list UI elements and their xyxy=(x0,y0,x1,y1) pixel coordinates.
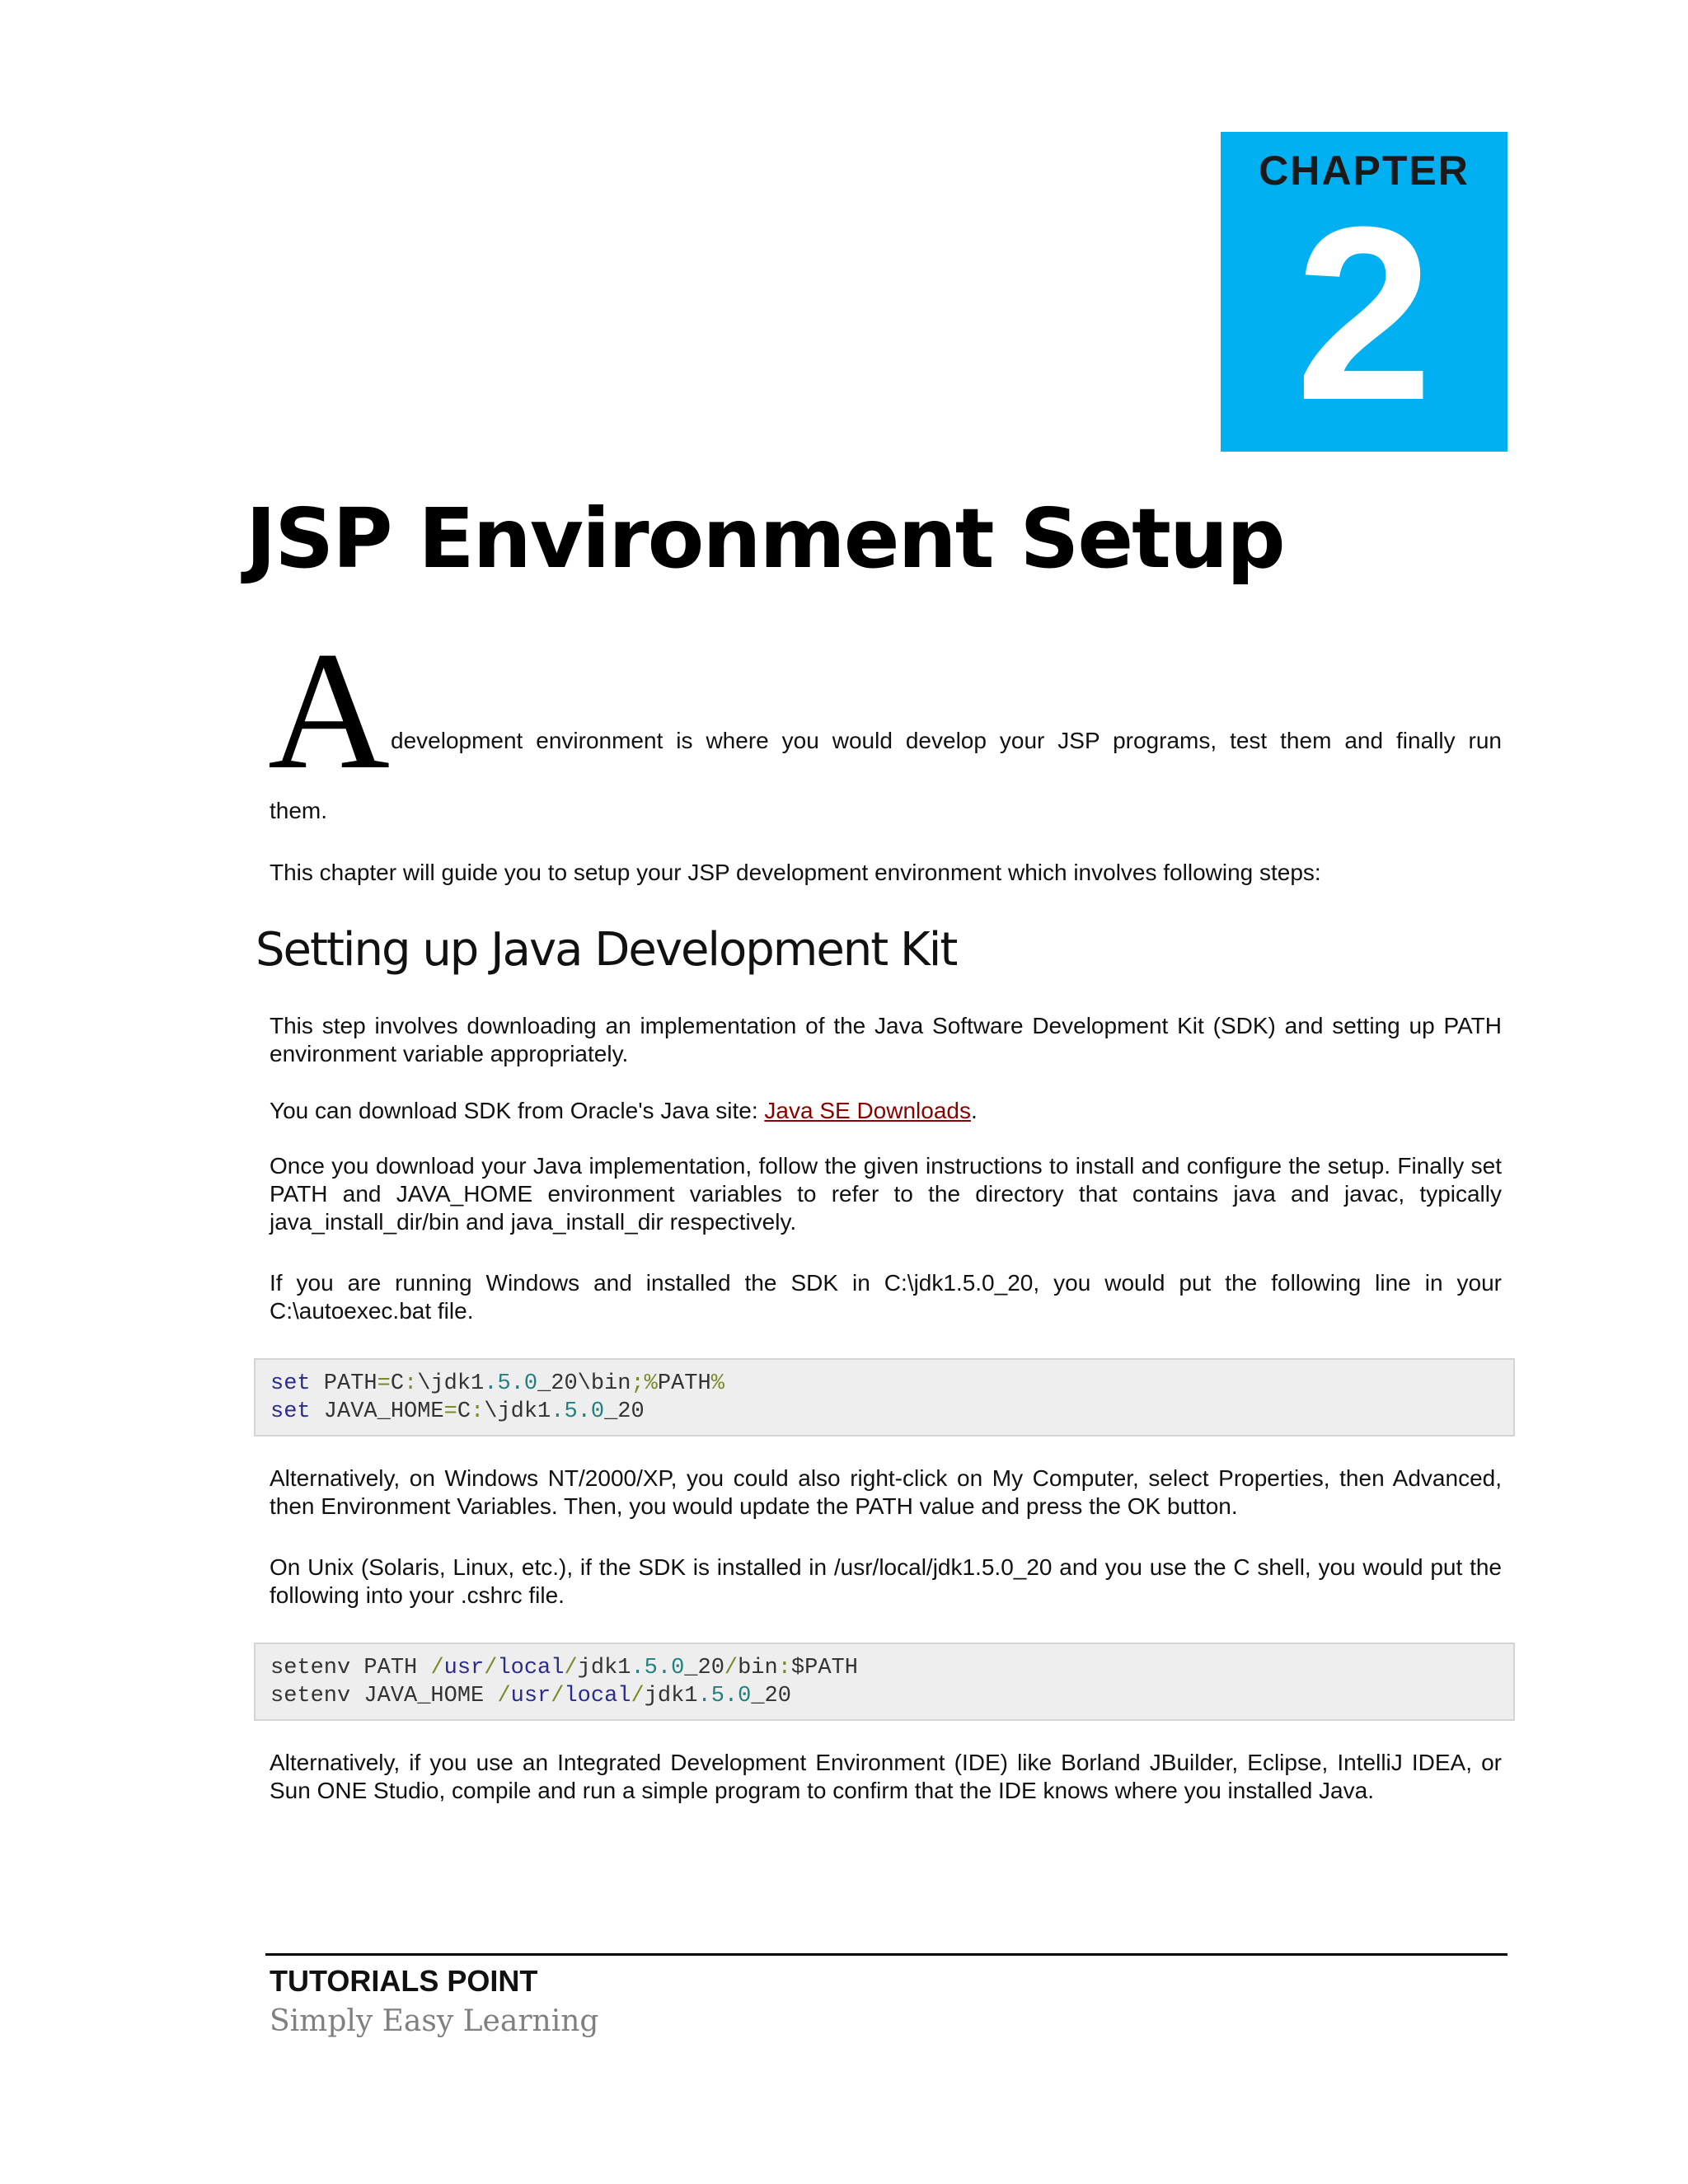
page-title: JSP Environment Setup xyxy=(246,490,1284,587)
paragraph-unix: On Unix (Solaris, Linux, etc.), if the SDK is installed in /usr/local/jdk1.5.0_20 and you use the C shell, you would put the following into your .cshrc file. xyxy=(270,1554,1502,1608)
drop-cap: A xyxy=(268,617,391,804)
footer-tagline: Simply Easy Learning xyxy=(270,2004,599,2038)
code-line: set JAVA_HOME=C:\jdk1.5.0_20 xyxy=(270,1399,645,1424)
code-block-windows xyxy=(254,1358,1515,1436)
paragraph-windows-alt: Alternatively, on Windows NT/2000/XP, you could also right-click on My Computer, select Properties, then Advanced, then Environment Variables. Then, you would update the PATH value and press the OK button. xyxy=(270,1465,1502,1519)
footer-divider xyxy=(265,1953,1507,1956)
paragraph-ide: Alternatively, if you use an Integrated Development Environment (IDE) like Borland JBuilder, Eclipse, IntelliJ IDEA, or Sun ONE Studio, compile and run a simple program to confirm that the IDE knows where you installed Java. xyxy=(270,1750,1502,1803)
chapter-number: 2 xyxy=(1295,175,1433,452)
intro-steps-text: This chapter will guide you to setup your JSP development environment which involves following steps: xyxy=(270,860,1321,885)
download-suffix: . xyxy=(970,1098,978,1123)
section-heading: Setting up Java Development Kit xyxy=(256,923,957,977)
code-line: set PATH=C:\jdk1.5.0_20\bin;%PATH% xyxy=(270,1371,724,1396)
chapter-label: CHAPTER xyxy=(1259,148,1470,194)
code-block-unix xyxy=(254,1643,1515,1721)
footer-brand: TUTORIALS POINT xyxy=(270,1964,538,1998)
paragraph-download xyxy=(270,1097,1502,1125)
intro-first-line: development environment is where you would develop your JSP programs, test them and finally run xyxy=(391,728,1502,753)
download-text: You can download SDK from Oracle's Java site: xyxy=(270,1098,765,1123)
chapter-badge xyxy=(1221,132,1507,452)
paragraph-sdk-intro: This step involves downloading an implementation of the Java Software Development Kit (SDK) and setting up PATH environment variable appropriately. xyxy=(270,1013,1502,1066)
code-line: setenv PATH /usr/local/jdk1.5.0_20/bin:$PATH xyxy=(270,1656,858,1680)
paragraph-install: Once you download your Java implementation, follow the given instructions to install and configure the setup. Finally set PATH and JAVA_HOME environment variables to refer to the directory that contains java and javac, typically java_install_dir/bin and java_install_dir respectively. xyxy=(270,1153,1502,1235)
paragraph-windows: If you are running Windows and installed the SDK in C:\jdk1.5.0_20, you would put the following line in your C:\autoexec.bat file. xyxy=(270,1270,1502,1324)
java-se-downloads-link[interactable]: Java SE Downloads xyxy=(764,1098,971,1123)
intro-continuation: them. xyxy=(270,798,328,823)
code-line: setenv JAVA_HOME /usr/local/jdk1.5.0_20 xyxy=(270,1684,791,1708)
